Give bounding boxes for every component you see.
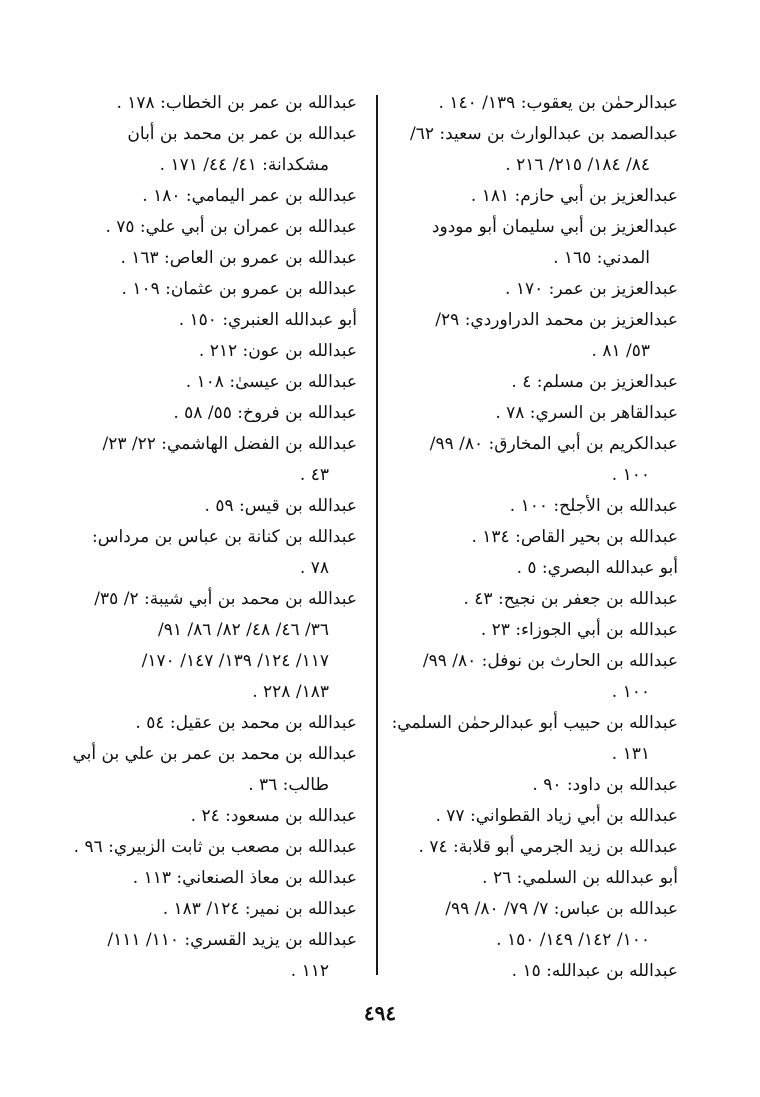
index-entry xyxy=(398,119,678,181)
index-entry xyxy=(70,429,357,491)
entry-continuation-line: طالب: ٣٦ . xyxy=(248,775,329,795)
index-entry xyxy=(70,925,357,987)
entry-line: عبدالله بن مسعود: ٢٤ . xyxy=(190,806,357,826)
entry-line: عبدالكريم بن أبي المخارق: ٨٠/ ٩٩/ xyxy=(429,434,678,454)
entry-line: عبدالله بن نمير: ١٢٤/ ١٨٣ . xyxy=(162,899,357,919)
entry-continuation-line: ١٠٠ . xyxy=(611,682,650,702)
index-entry xyxy=(398,522,678,553)
entry-continuation-line: ١٨٣/ ٢٢٨ . xyxy=(252,682,329,702)
entry-line: عبدالله بن قيس: ٥٩ . xyxy=(204,496,357,516)
entry-line: عبدالله بن عون: ٢١٢ . xyxy=(198,341,357,361)
entry-line: عبدالله بن معاذ الصنعاني: ١١٣ . xyxy=(132,868,357,888)
entry-line: عبدالله بن محمد بن عمر بن علي بن أبي xyxy=(72,744,357,764)
entry-line: عبدالله بن عيسىٰ: ١٠٨ . xyxy=(185,372,357,392)
entry-line: عبدالله بن جعفر بن نجيح: ٤٣ . xyxy=(463,589,678,609)
index-entry xyxy=(398,894,678,956)
entry-continuation-line: المدني: ١٦٥ . xyxy=(553,248,650,268)
entry-line: عبدالله بن داود: ٩٠ . xyxy=(532,775,678,795)
entry-line: عبدالله بن كنانة بن عباس بن مرداس: xyxy=(92,527,357,547)
entry-continuation-line: ١٠٠/ ١٤٢/ ١٤٩/ ١٥٠ . xyxy=(496,930,650,950)
index-entry xyxy=(398,305,678,367)
entry-line: أبو عبدالله بن السلمي: ٢٦ . xyxy=(482,868,678,888)
index-entry xyxy=(398,584,678,615)
index-entry xyxy=(398,801,678,832)
entry-line: عبدالله بن يزيد القسري: ١١٠/ ١١١/ xyxy=(107,930,357,950)
index-entry xyxy=(70,367,357,398)
entry-line: عبدالله بن فروخ: ٥٥/ ٥٨ . xyxy=(173,403,357,423)
entry-line: عبدالله بن زيد الجرمي أبو قلابة: ٧٤ . xyxy=(418,837,678,857)
index-entry xyxy=(398,615,678,646)
entry-line: عبدالله بن عباس: ٧/ ٧٩/ ٨٠/ ٩٩/ xyxy=(445,899,678,919)
index-entry xyxy=(398,646,678,708)
index-entry xyxy=(70,88,357,119)
index-entry xyxy=(70,212,357,243)
entry-continuation-line: ١١٧/ ١٢٤/ ١٣٩/ ١٤٧/ ١٧٠/ xyxy=(141,651,329,671)
entry-continuation-line: ٧٨ . xyxy=(299,558,329,578)
index-entry xyxy=(391,708,678,770)
entry-line: عبدالله بن حبيب أبو عبدالرحمٰن السلمي: xyxy=(391,713,678,733)
index-entry xyxy=(70,801,357,832)
index-entry xyxy=(398,274,678,305)
right-column xyxy=(391,88,678,987)
entry-line: عبدالله بن الحارث بن نوفل: ٨٠/ ٩٩/ xyxy=(422,651,678,671)
index-entry xyxy=(398,832,678,863)
index-entry xyxy=(70,274,357,305)
index-entry xyxy=(398,553,678,584)
entry-continuation-line: ٨٤/ ١٨٤/ ٢١٥/ ٢١٦ . xyxy=(505,155,650,175)
index-entry xyxy=(398,429,678,491)
entry-line: أبو عبدالله العنبري: ١٥٠ . xyxy=(178,310,357,330)
index-entry xyxy=(398,863,678,894)
entry-continuation-line: ١١٢ . xyxy=(290,961,329,981)
entry-line: عبدالله بن عمر بن محمد بن أبان xyxy=(127,124,357,144)
left-column xyxy=(70,88,357,987)
index-entry xyxy=(70,739,357,801)
entry-line: عبدالله بن الفضل الهاشمي: ٢٢/ ٢٣/ xyxy=(102,434,357,454)
index-entry xyxy=(398,398,678,429)
entry-line: عبدالصمد بن عبدالوارث بن سعيد: ٦٢/ xyxy=(409,124,678,144)
entry-line: عبدالله بن عبدالله: ١٥ . xyxy=(511,961,678,981)
entry-line: عبدالله بن محمد بن أبي شيبة: ٢/ ٣٥/ xyxy=(94,589,357,609)
index-entry xyxy=(70,305,357,336)
index-entry xyxy=(70,243,357,274)
index-entry xyxy=(70,584,357,708)
entry-continuation-line: ٣٦/ ٤٦/ ٤٨/ ٨٢/ ٨٦/ ٩١/ xyxy=(157,620,329,640)
index-entry xyxy=(70,336,357,367)
entry-continuation-line: ٥٣/ ٨١ . xyxy=(591,341,650,361)
index-entry xyxy=(70,863,357,894)
entry-line: عبدالعزيز بن أبي حازم: ١٨١ . xyxy=(470,186,678,206)
entry-continuation-line: ٤٣ . xyxy=(299,465,329,485)
index-entry xyxy=(70,708,357,739)
index-entry xyxy=(398,212,678,274)
index-entry xyxy=(398,956,678,987)
entry-line: عبدالله بن عمر اليمامي: ١٨٠ . xyxy=(142,186,357,206)
entry-line: عبدالله بن محمد بن عقيل: ٥٤ . xyxy=(135,713,357,733)
entry-line: عبدالله بن عمرو بن عثمان: ١٠٩ . xyxy=(121,279,357,299)
index-entry xyxy=(70,832,357,863)
index-entry xyxy=(398,181,678,212)
entry-line: عبدالله بن عمرو بن العاص: ١٦٣ . xyxy=(120,248,357,268)
column-divider xyxy=(376,95,378,975)
index-entry xyxy=(398,367,678,398)
index-entry xyxy=(70,894,357,925)
entry-continuation-line: ١٠٠ . xyxy=(611,465,650,485)
entry-line: عبدالعزيز بن محمد الدراوردي: ٢٩/ xyxy=(435,310,678,330)
entry-line: عبدالعزيز بن مسلم: ٤ . xyxy=(511,372,678,392)
entry-line: عبدالله بن بحير القاص: ١٣٤ . xyxy=(471,527,678,547)
entry-line: عبدالرحمٰن بن يعقوب: ١٣٩/ ١٤٠ . xyxy=(438,93,678,113)
index-entry xyxy=(70,181,357,212)
index-entry xyxy=(70,491,357,522)
entry-continuation-line: ١٣١ . xyxy=(611,744,650,764)
entry-line: عبدالله بن عمر بن الخطاب: ١٧٨ . xyxy=(116,93,357,113)
entry-continuation-line: مشكدانة: ٤١/ ٤٤/ ١٧١ . xyxy=(159,155,329,175)
index-entry xyxy=(70,398,357,429)
index-entry xyxy=(398,770,678,801)
index-entry xyxy=(398,491,678,522)
index-entry xyxy=(70,119,357,181)
index-entry xyxy=(70,522,357,584)
entry-line: أبو عبدالله البصري: ٥ . xyxy=(516,558,678,578)
entry-line: عبدالعزيز بن عمر: ١٧٠ . xyxy=(505,279,678,299)
index-entry xyxy=(398,88,678,119)
entry-line: عبدالله بن أبي زياد القطواني: ٧٧ . xyxy=(435,806,678,826)
entry-line: عبدالله بن عمران بن أبي علي: ٧٥ . xyxy=(105,217,357,237)
entry-line: عبدالله بن مصعب بن ثابت الزبيري: ٩٦ . xyxy=(73,837,357,857)
page-number: ٤٩٤ xyxy=(363,1001,397,1025)
entry-line: عبدالعزيز بن أبي سليمان أبو مودود xyxy=(431,217,678,237)
entry-line: عبدالله بن أبي الجوزاء: ٢٣ . xyxy=(480,620,678,640)
entry-line: عبدالله بن الأجلح: ١٠٠ . xyxy=(509,496,678,516)
entry-line: عبدالقاهر بن السري: ٧٨ . xyxy=(495,403,678,423)
